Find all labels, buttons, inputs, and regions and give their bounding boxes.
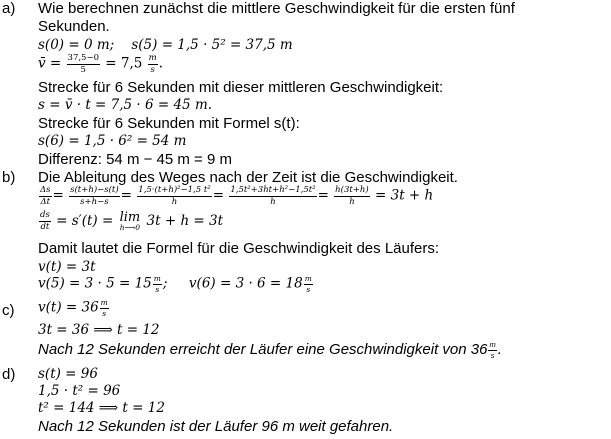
v5-unit-num: m: [153, 274, 161, 283]
vbar-den: 5: [80, 64, 86, 75]
part-b-derivative: [38, 211, 223, 232]
part-c-line-1: [38, 299, 110, 317]
part-b-line-5: v(t) = 3t: [38, 259, 96, 275]
vbar-unit-den: s: [150, 64, 155, 75]
answer-unit-den: s: [490, 350, 495, 360]
frac-5: [334, 186, 370, 206]
vbar-fraction: [67, 54, 100, 74]
part-c-line-2: 3t = 36 ⟹ t = 12: [38, 322, 160, 338]
v6-unit-den: s: [306, 284, 311, 294]
part-c-answer: Nach 12 Sekunden erreicht der Läufer eine Geschwindigkeit von 36: [38, 341, 488, 358]
frac-5-den: h: [349, 196, 355, 207]
frac-ds: ds: [40, 210, 50, 221]
s0-value: s(0) = 0 m;: [38, 37, 115, 53]
limit-word: lim: [119, 210, 141, 225]
part-a-line-7: Strecke für 6 Sekunden mit Formel s(t):: [38, 115, 300, 132]
vbar-unit: [148, 54, 158, 74]
answer-unit-num: m: [489, 340, 496, 350]
part-b-difference-quotient: $\frac{\Delta s}{\Delta t}$ = $\frac{s(t+h)-s(t)}{s+h-s}$ = $\frac{\text{1,5·(t+h)²−1,5 t²}}{h}$ = $\frac{\text{1,5t²+3ht+h²−1,5t²}}{h}$ = $\frac{h(3t+h)}{h}$ = 3t + h: [40, 185, 434, 207]
v6-value: v(6) = 3 · 6 = 18: [188, 275, 303, 292]
part-a-line-8: s(6) = 1,5 · 6² = 54 m: [38, 133, 187, 149]
frac-delta-num: Δs: [40, 185, 51, 195]
v5-unit-den: s: [155, 284, 160, 294]
part-a-line-1: Wie berechnen zunächst die mittlere Geschwindigkeit für die ersten fünf: [38, 0, 515, 17]
answer-unit: [488, 341, 496, 359]
part-a-line-2: Sekunden.: [38, 18, 110, 35]
part-a-line-5: Strecke für 6 Sekunden mit dieser mittleren Geschwindigkeit:: [38, 79, 444, 96]
frac-2-num: s(t+h)−s(t): [70, 185, 119, 195]
frac-2-den: s+h−s: [80, 196, 109, 207]
vbar-unit-num: m: [148, 53, 157, 63]
derivative-mid: = s′(t) =: [56, 212, 114, 229]
frac-4-den: h: [270, 196, 276, 207]
part-a-line-6: s = v̄ · t = 7,5 · 6 = 45 m.: [38, 97, 213, 113]
frac-end: = 3t + h: [375, 187, 434, 204]
part-b-line-6: v(5) = 3 · 5 = 15 $\frac{m}{s}$ ; v(6) = 3 · 6 = 18 $\frac{m}{s}$: [38, 274, 312, 294]
part-a-line-3: [38, 37, 293, 53]
v6-unit-num: m: [304, 274, 312, 283]
v5-value: v(5) = 3 · 5 = 15: [38, 275, 152, 292]
part-d-line-3: t² = 144 ⟹ t = 12: [38, 400, 165, 416]
frac-2: [69, 186, 120, 206]
frac-3-num: 1,5·(t+h)²−1,5 t²: [138, 185, 211, 195]
v5-unit: [153, 275, 162, 293]
vt-36-unit: [100, 299, 109, 317]
vbar-lhs: v̄ =: [38, 55, 62, 72]
vt-36-unit-num: m: [100, 298, 108, 307]
limit-operator: [120, 211, 141, 232]
frac-5-num: h(3t+h): [335, 185, 369, 195]
s5-value: s(5) = 1,5 · 5² = 37,5 m: [131, 37, 293, 53]
frac-ds-dt: [39, 211, 51, 231]
part-b-line-1: Die Ableitung des Weges nach der Zeit ist die Geschwindigkeit.: [38, 169, 458, 186]
vt-36: v(t) = 36: [38, 299, 99, 316]
part-c-label: c): [2, 302, 15, 319]
frac-delta: [39, 186, 52, 206]
frac-dt: dt: [40, 221, 50, 232]
part-d-label: d): [2, 366, 16, 383]
part-a-line-4: v̄ = $\frac{37,5-0}{5}$ = 7,5 $\frac{m}{s}$ .: [38, 53, 164, 75]
part-a-label: a): [2, 0, 16, 17]
v6-unit: [304, 275, 313, 293]
part-c-line-3: Nach 12 Sekunden erreicht der Läufer eine Geschwindigkeit von 36 $\frac{m}{s}$ .: [38, 340, 502, 360]
frac-4: [229, 186, 316, 206]
derivative-end: 3t + h = 3t: [146, 212, 224, 229]
part-b-label: b): [2, 169, 16, 186]
part-d-line-2: 1,5 · t² = 96: [38, 383, 121, 399]
vbar-mid: = 7,5: [105, 55, 143, 72]
limit-under: h⟶0: [119, 223, 141, 232]
frac-3: [137, 186, 211, 206]
part-b-line-4: Damit lautet die Formel für die Geschwindigkeit des Läufers:: [38, 240, 440, 257]
part-a-line-9: Differenz: 54 m − 45 m = 9 m: [38, 151, 232, 168]
part-d-line-4: Nach 12 Sekunden ist der Läufer 96 m weit gefahren.: [38, 418, 394, 435]
frac-3-den: h: [171, 196, 178, 207]
part-d-line-1: s(t) = 96: [38, 366, 98, 382]
frac-4-num: 1,5t²+3ht+h²−1,5t²: [230, 185, 316, 195]
vt-36-unit-den: s: [102, 308, 107, 318]
frac-delta-den: Δt: [40, 196, 51, 207]
vbar-num: 37,5−0: [67, 53, 99, 63]
